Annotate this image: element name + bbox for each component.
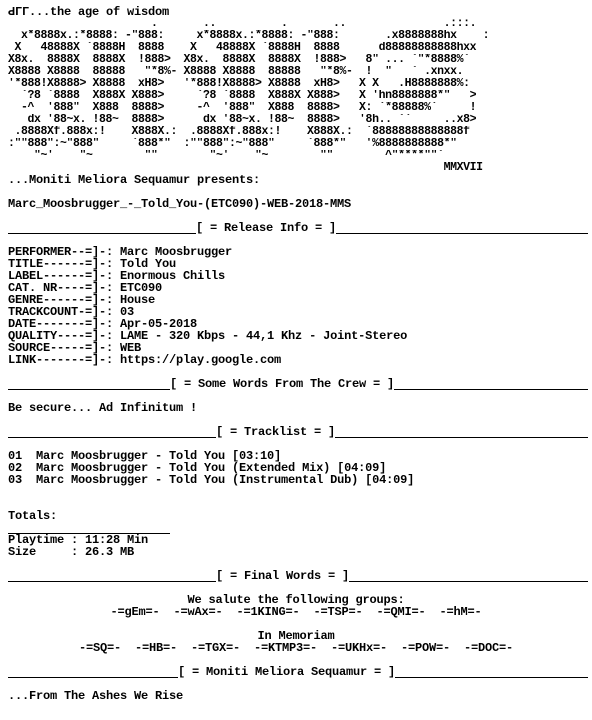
info-value: Told You bbox=[113, 258, 177, 270]
totals-divider bbox=[8, 522, 588, 534]
section-release-info bbox=[8, 222, 588, 234]
intro-line: ...Moniti Meliora Sequamur presents: bbox=[8, 174, 261, 186]
track-title: Marc Moosbrugger - Told You [03:10] bbox=[22, 450, 282, 462]
info-value: Marc Moosbrugger bbox=[113, 246, 233, 258]
section-title: [ = Tracklist = ] bbox=[216, 425, 336, 439]
ascii-art-line: X8x. 8888X 8888X !888> X8x. 8888X 8888X !888> 8" ... `"*8888%` bbox=[8, 54, 470, 66]
section-title: [ = Some Words From The Crew = ] bbox=[170, 377, 395, 391]
tracklist bbox=[8, 450, 588, 486]
info-row bbox=[8, 306, 588, 318]
totals-label: Totals: bbox=[8, 510, 58, 522]
ascii-art-line: . .. . .. .:::. bbox=[8, 18, 477, 30]
info-value: LAME - 320 Kbps - 44,1 Khz - Joint-Stereo bbox=[113, 330, 408, 342]
section-group-footer bbox=[8, 666, 588, 678]
info-row bbox=[8, 318, 588, 330]
track-title: Marc Moosbrugger - Told You (Instrumental Dub) [04:09] bbox=[22, 474, 415, 486]
section-title: [ = Release Info = ] bbox=[196, 221, 337, 235]
memoriam-title: In Memoriam bbox=[257, 630, 335, 642]
info-key: QUALITY----=]-: bbox=[8, 330, 114, 342]
info-row bbox=[8, 354, 588, 366]
section-title: [ = Moniti Meliora Sequamur = ] bbox=[178, 665, 396, 679]
info-row bbox=[8, 246, 588, 258]
ascii-art-line: :""888":~"888" `888*" :""888":~"888" `888*" '%8888888888*" bbox=[8, 138, 457, 150]
info-key: LINK-------=]-: bbox=[8, 354, 114, 366]
track-number: 03 bbox=[8, 474, 23, 486]
section-crew-words bbox=[8, 378, 588, 390]
mms-ascii-logo bbox=[8, 18, 588, 174]
ascii-art-line: X8888 X8888 88888 "*8%- X8888 X8888 88888 "*8%- ! " ` .xnxx. bbox=[8, 66, 464, 78]
release-name: Marc_Moosbrugger_-_Told_You-(ETC090)-WEB-2018-MMS bbox=[8, 198, 352, 210]
ascii-art-line: "~' "~ "" "~' "~ "" ^"****""` bbox=[8, 150, 444, 162]
memoriam-groups: -=SQ=- -=HB=- -=TGX=- -=KTMP3=- -=UKHx=- -=POW=- -=DOC=- bbox=[78, 642, 514, 654]
track-title: Marc Moosbrugger - Told You (Extended Mix) [04:09] bbox=[22, 462, 387, 474]
info-key: GENRE------=]-: bbox=[8, 294, 114, 306]
info-key: DATE-------=]-: bbox=[8, 318, 114, 330]
crew-message: Be secure... Ad Infinitum ! bbox=[8, 402, 198, 414]
ascii-art-line: MMXVII bbox=[8, 162, 483, 174]
info-row bbox=[8, 330, 588, 342]
info-row bbox=[8, 258, 588, 270]
info-key: LABEL------=]-: bbox=[8, 270, 114, 282]
ascii-art-line: '*888!X8888> X8888 xH8> '*888!X8888> X8888 xH8> X X .H8888888%: bbox=[8, 78, 470, 90]
info-value: https://play.google.com bbox=[113, 354, 282, 366]
info-key: SOURCE-----=]-: bbox=[8, 342, 114, 354]
section-tracklist bbox=[8, 426, 588, 438]
info-key: TRACKCOUNT-=]-: bbox=[8, 306, 114, 318]
ascii-art-line: `?8 `8888 X888X X888> `?8 `8888 X888X X888> X 'hn8888888*" > bbox=[8, 90, 477, 102]
section-final-words bbox=[8, 570, 588, 582]
info-value: 03 bbox=[113, 306, 135, 318]
info-key: PERFORMER--=]-: bbox=[8, 246, 114, 258]
outro-line: ...From The Ashes We Rise bbox=[8, 690, 184, 702]
info-value: WEB bbox=[113, 342, 142, 354]
info-key: TITLE------=]-: bbox=[8, 258, 114, 270]
info-value: ETC090 bbox=[113, 282, 163, 294]
info-value: Apr-05-2018 bbox=[113, 318, 198, 330]
info-key: CAT. NR----=]-: bbox=[8, 282, 114, 294]
ascii-art-line: X 48888X `8888H 8888 X 48888X `8888H 8888 d88888888888hxx bbox=[8, 42, 477, 54]
ascii-art-line: x*8888x.:*8888: -"888: x*8888x.:*8888: -"888: .x8888888hx : bbox=[8, 30, 490, 42]
info-value: House bbox=[113, 294, 156, 306]
info-row bbox=[8, 294, 588, 306]
info-value: Enormous Chills bbox=[113, 270, 226, 282]
totals-size: Size : 26.3 MB bbox=[8, 546, 135, 558]
salute-groups: -=gEm=- -=wAx=- -=1KING=- -=TSP=- -=QMI=- -=hM=- bbox=[110, 606, 482, 618]
info-row bbox=[8, 342, 588, 354]
track-row bbox=[8, 450, 588, 462]
nfo-viewer bbox=[8, 6, 588, 702]
salute-line: We salute the following groups: bbox=[187, 594, 405, 606]
track-row bbox=[8, 462, 588, 474]
ascii-art-line: dx '88~x. !88~ 8888> dx '88~x. !88~ 8888> '8h.. `` ..x8> bbox=[8, 114, 477, 126]
section-title: [ = Final Words = ] bbox=[216, 569, 350, 583]
header-line: ԀΓΓ...the age of wisdom bbox=[8, 6, 170, 18]
info-row bbox=[8, 282, 588, 294]
totals-playtime: Playtime : 11:28 Min bbox=[8, 534, 149, 546]
release-info-list bbox=[8, 246, 588, 366]
track-number: 01 bbox=[8, 450, 23, 462]
ascii-art-line: -^ '888" X888 8888> -^ '888" X888 8888> X: `*88888%` ! bbox=[8, 102, 477, 114]
info-row bbox=[8, 270, 588, 282]
ascii-art-line: .8888Xf.888x:! X888X.: .8888Xf.888x:! X888X.: `88888888888888f bbox=[8, 126, 470, 138]
track-number: 02 bbox=[8, 462, 23, 474]
track-row bbox=[8, 474, 588, 486]
